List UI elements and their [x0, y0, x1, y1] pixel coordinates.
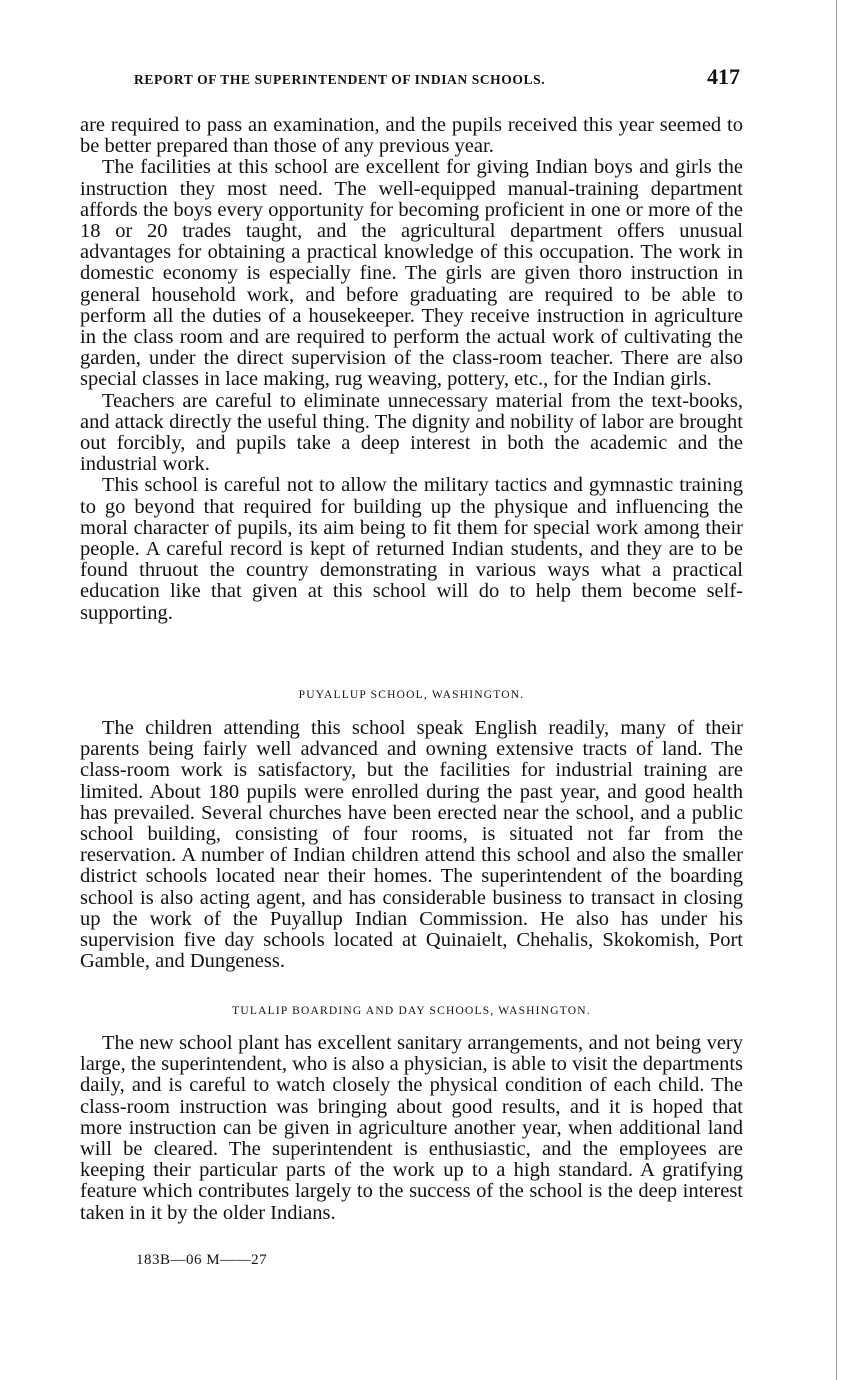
paragraph-tulalip: The new school plant has excellent sanitary arrangements, and not being very large, the superintendent, who is also a physician, is able to visit the departments daily, and is careful to watch closely the physical condition of each child. The class-room instruction was bringing about good results, and it is hoped that more instruction can be given in agriculture another year, when additional land will be cleared. The superintendent is enthusiastic, and the employees are keeping their particular parts of the work up to a high standard. A gratifying feature which contributes largely to the success of the school is the deep interest taken in it by the older Indians. [80, 1032, 743, 1224]
paragraph-puyallup: The children attending this school speak English readily, many of their parents being fairly well advanced and owning extensive tracts of land. The class-room work is satisfactory, but the facilities for industrial training are limited. About 180 pupils were enrolled during the past year, and good health has prevailed. Several churches have been erected near the school, and a public school building, consisting of four rooms, is situated not far from the reservation. A number of Indian children attend this school and also the smaller district schools located near their homes. The superintendent of the boarding school is also acting agent, and has considerable business to transact in closing up the work of the Puyallup Indian Commission. He also has under his supervision five day schools located at Quinaielt, Chehalis, Skokomish, Port Gamble, and Dungeness. [80, 717, 743, 973]
section-heading-puyallup: PUYALLUP SCHOOL, WASHINGTON. [298, 689, 525, 701]
paragraph-facilities: The facilities at this school are excellent for giving Indian boys and girls the instruction they most need. The well-equipped manual-training department affords the boys every opportunity for becoming proficient in one or more of the 18 or 20 trades taught, and the agricultural department offers unusual advantages for obtaining a practical knowledge of this occupation. The work in domestic economy is especially fine. The girls are given thoro instruction in general household work, and before graduating are required to be able to perform all the duties of a housekeeper. They receive instruction in agriculture in the class room and are required to perform the actual work of cultivating the garden, under the direct supervision of the class-room teacher. There are also special classes in lace making, rug weaving, pottery, etc., for the Indian girls. [80, 156, 743, 391]
printer-signature: 183B—06 M——27 [136, 1252, 268, 1268]
body-block-tulalip [80, 1033, 743, 1224]
header-title: REPORT OF THE SUPERINTENDENT OF INDIAN SCHOOLS. [134, 72, 546, 87]
scan-edge-line [836, 0, 837, 1380]
paragraph-continuation: are required to pass an examination, and the pupils received this year seemed to be better prepared than those of any previous year. [80, 114, 743, 158]
page-number: 417 [707, 64, 740, 89]
body-block-puyallup [80, 718, 743, 972]
section-heading-tulalip: TULALIP BOARDING AND DAY SCHOOLS, WASHINGTON. [232, 1005, 591, 1017]
running-header [80, 62, 742, 92]
body-block-top [80, 115, 743, 624]
paragraph-military: This school is careful not to allow the military tactics and gymnastic training to go beyond that required for building up the physique and influencing the moral character of pupils, its aim being to fit them for special work among their people. A careful record is kept of returned Indian students, and they are to be found thruout the country demonstrating in various ways what a practical education like that given at this school will do to help them become self-supporting. [80, 474, 743, 624]
paragraph-teachers: Teachers are careful to eliminate unnecessary material from the text-books, and attack directly the useful thing. The dignity and nobility of labor are brought out forcibly, and pupils take a deep interest in both the academic and the industrial work. [80, 389, 743, 476]
